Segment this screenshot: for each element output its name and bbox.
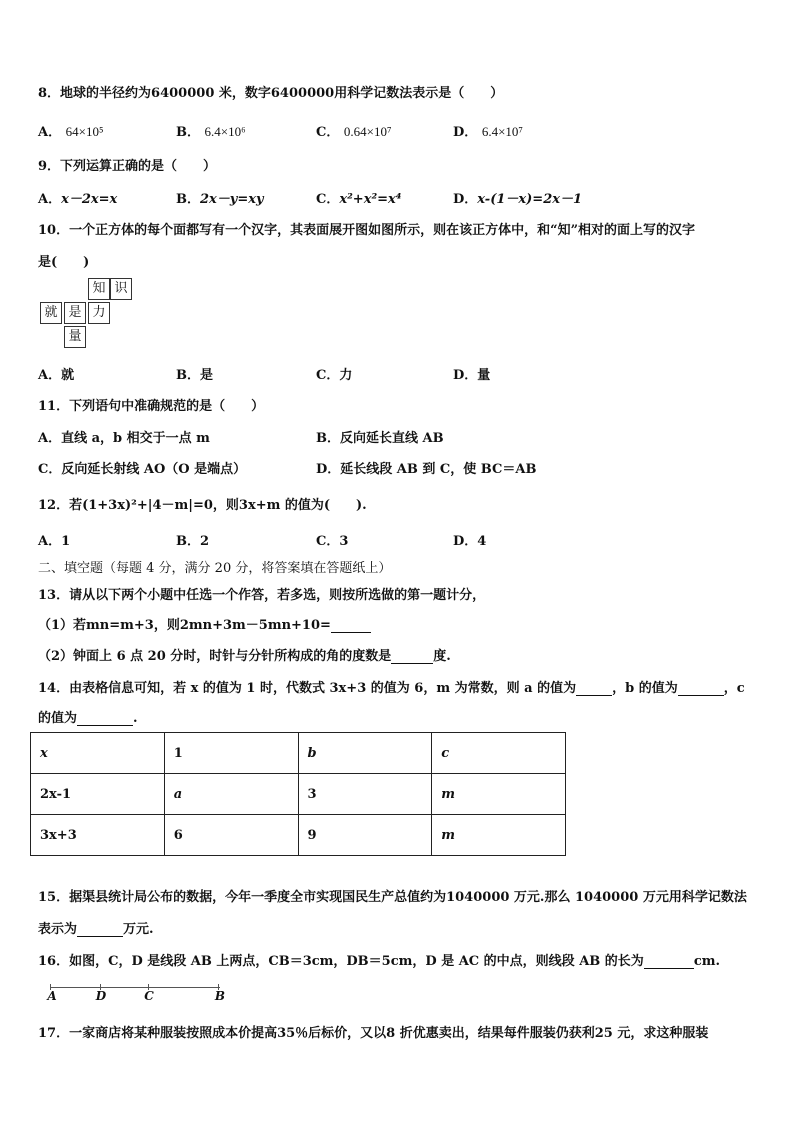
- q13-sub2: （2）钟面上 6 点 20 分时，时针与分针所构成的角的度数是 度.: [38, 649, 451, 664]
- q17-stem: 17．一家商店将某种服装按照成本价提高35％后标价，又以8 折优惠卖出，结果每件服装仍获利25 元，求这种服装: [38, 1026, 709, 1041]
- table-cell: 6: [164, 815, 298, 856]
- q8-option-c: C． 0.64×10⁷: [316, 124, 392, 140]
- table-cell: 3x+3: [31, 815, 165, 856]
- q11-stem: 11．下列语句中准确规范的是（ ）: [38, 399, 265, 414]
- q9-option-b: B．2x－y=xy: [176, 192, 264, 207]
- net-cell-liang: 量: [64, 326, 86, 348]
- q9-stem: 9．下列运算正确的是（ ）: [38, 159, 217, 174]
- q13-stem: 13．请从以下两个小题中任选一个作答，若多选，则按所选做的第一题计分，: [38, 588, 486, 603]
- q11-option-d: D．延长线段 AB 到 C，使 BC＝AB: [316, 462, 537, 477]
- q14-stem-line1: 14．由表格信息可知，若 x 的值为 1 时，代数式 3x+3 的值为 6，m 为常数，则 a 的值为 ，b 的值为 ，c: [38, 681, 745, 696]
- q9-option-d: D．x-(1－x)=2x－1: [453, 192, 583, 207]
- table-row: [31, 774, 566, 815]
- point-label-b: B: [214, 989, 226, 1003]
- q15-line1: 15．据渠县统计局公布的数据，今年一季度全市实现国民生产总值约为1040000 万元.那么 1040000 万元用科学记数法: [38, 890, 747, 905]
- q8-stem: 8．地球的半径约为6400000 米，数字6400000用科学记数法表示是（ ）: [38, 86, 504, 101]
- cube-net-figure: [38, 278, 140, 354]
- q11-option-b: B．反向延长直线 AB: [316, 431, 444, 446]
- q15-line2: 表示为 万元.: [38, 922, 154, 937]
- net-cell-jiu: 就: [40, 302, 62, 324]
- q10-option-b: B．是: [176, 368, 214, 383]
- answer-blank[interactable]: [331, 617, 371, 633]
- net-cell-zhi: 知: [88, 278, 110, 300]
- net-cell-li: 力: [88, 302, 110, 324]
- point-label-d: D: [95, 989, 107, 1003]
- answer-blank[interactable]: [576, 680, 612, 696]
- q14-value-table: [30, 732, 566, 856]
- q10-stem-line2: 是( ): [38, 255, 90, 270]
- q12-option-d: D．4: [453, 534, 487, 549]
- table-cell: 3: [298, 774, 432, 815]
- table-cell: a: [164, 774, 298, 815]
- q13-sub1: （1）若mn=m+3，则2mn+3m－5mn+10=: [38, 614, 371, 633]
- q10-option-c: C．力: [316, 368, 353, 383]
- q14-stem-line2: 的值为 .: [38, 711, 138, 726]
- q11-option-c: C．反向延长射线 AO（O 是端点）: [38, 462, 247, 477]
- q12-option-a: A．1: [38, 534, 71, 549]
- table-cell: x: [31, 733, 165, 774]
- q9-option-a: A．x－2x=x: [38, 192, 118, 207]
- answer-blank[interactable]: [391, 648, 433, 664]
- answer-blank[interactable]: [77, 921, 123, 937]
- q16-stem: 16．如图，C，D 是线段 AB 上两点，CB＝3cm，DB＝5cm，D 是 AC 的中点，则线段 AB 的长为 cm.: [38, 954, 721, 969]
- q8-option-b: B． 6.4×10⁶: [176, 124, 246, 140]
- point-label-a: A: [47, 989, 57, 1003]
- q12-stem: 12．若(1+3x)²+|4－m|=0，则3x+m 的值为( ).: [38, 498, 367, 513]
- table-cell: c: [432, 733, 566, 774]
- table-cell: 2x-1: [31, 774, 165, 815]
- line-segment-figure: [47, 986, 226, 1006]
- net-cell-shi2: 是: [64, 302, 86, 324]
- q8-option-d: D． 6.4×10⁷: [453, 124, 523, 140]
- q9-option-c: C．x²+x²=x⁴: [316, 192, 402, 207]
- table-cell: m: [432, 815, 566, 856]
- table-cell: 9: [298, 815, 432, 856]
- table-row: [31, 815, 566, 856]
- section-title-fill-blank: 二、填空题（每题 4 分，满分 20 分，将答案填在答题纸上）: [38, 561, 392, 576]
- q10-stem-line1: 10．一个正方体的每个面都写有一个汉字，其表面展开图如图所示，则在该正方体中，和“知”相对的面上写的汉字: [38, 223, 696, 238]
- q8-option-a: A． 64×10⁵: [38, 124, 104, 140]
- net-cell-shi: 识: [110, 278, 132, 300]
- q10-option-a: A．就: [38, 368, 75, 383]
- segment-line: [50, 987, 220, 988]
- table-cell: 1: [164, 733, 298, 774]
- answer-blank[interactable]: [77, 710, 133, 726]
- q11-option-a: A．直线 a，b 相交于一点 m: [38, 431, 210, 446]
- table-cell: b: [298, 733, 432, 774]
- q12-option-c: C．3: [316, 534, 349, 549]
- q10-option-d: D．量: [453, 368, 491, 383]
- table-row: [31, 733, 566, 774]
- point-label-c: C: [144, 989, 154, 1003]
- q12-option-b: B．2: [176, 534, 210, 549]
- answer-blank[interactable]: [678, 680, 724, 696]
- table-cell: m: [432, 774, 566, 815]
- answer-blank[interactable]: [644, 953, 694, 969]
